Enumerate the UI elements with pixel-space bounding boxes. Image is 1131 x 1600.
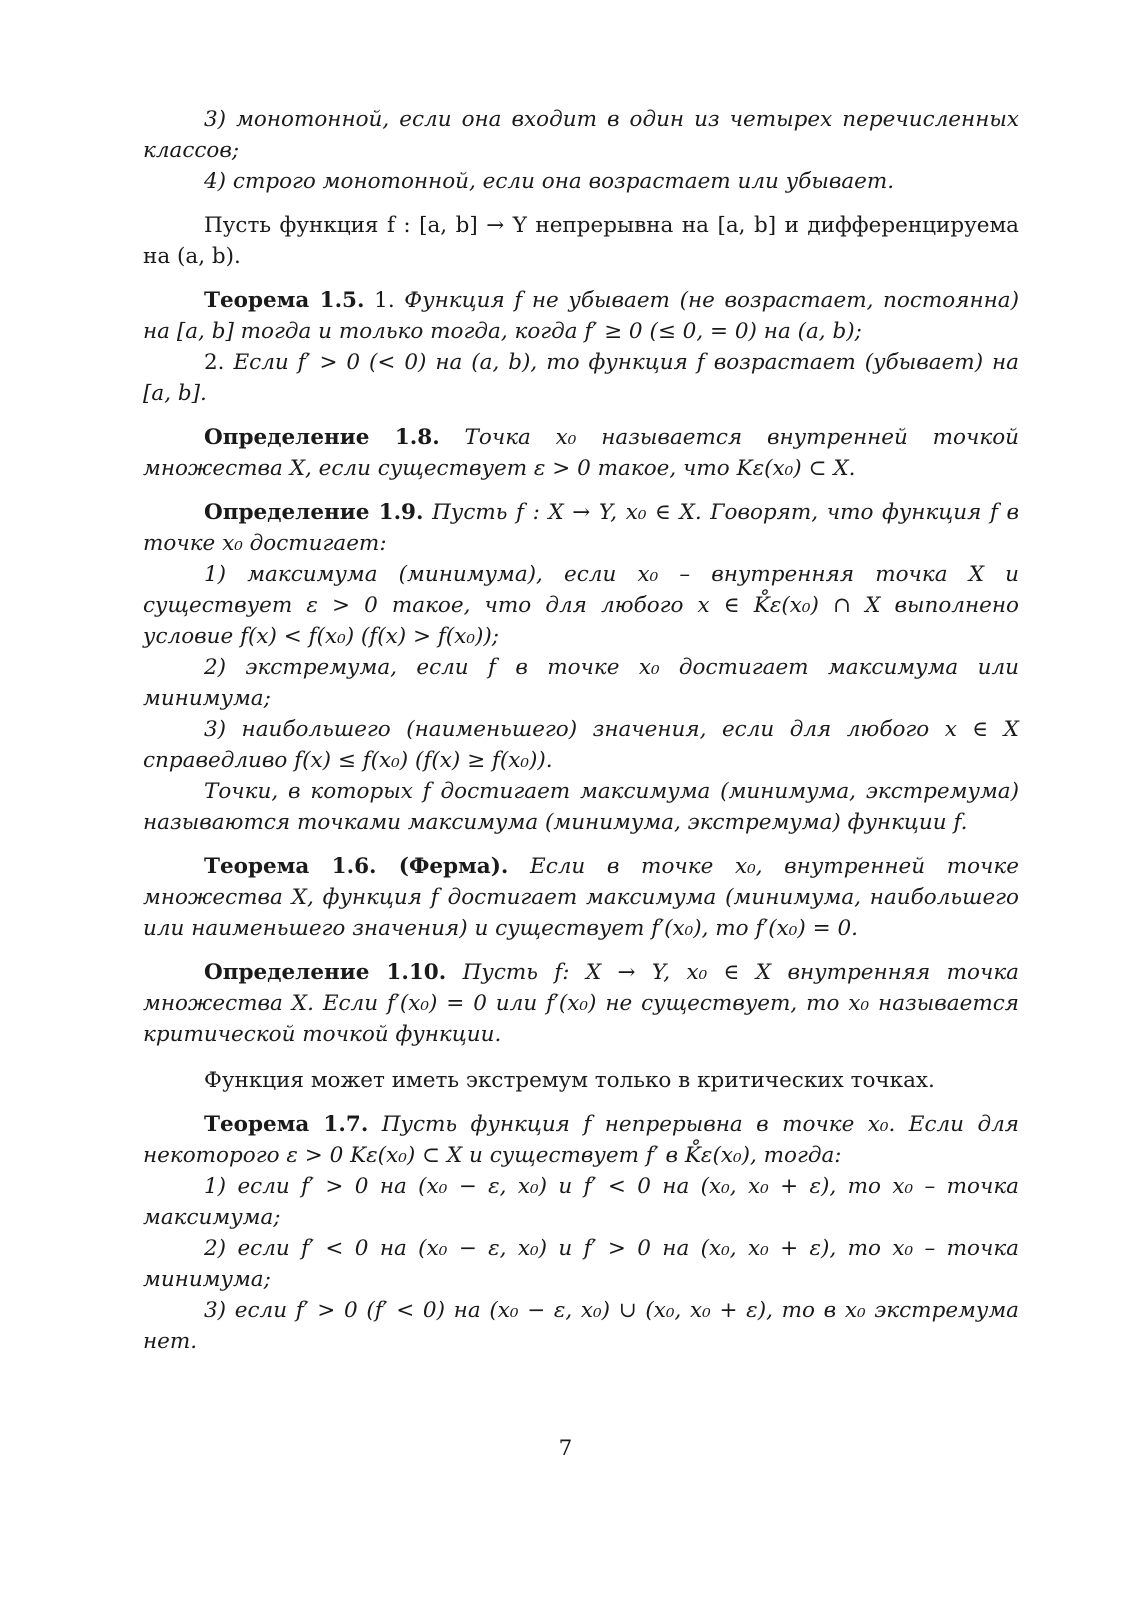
def-item-4: 4) строго монотонной, если она возрастает или убывает. — [204, 169, 895, 194]
definition-1-9-heading: Определение 1.9. — [204, 500, 424, 525]
theorem-1-5-num2: 2. — [204, 350, 225, 375]
definition-1-9-text: Пусть f : X → Y, x₀ ∈ X. Говорят, что функция f в точке x₀ достигает: — [143, 500, 1020, 556]
definition-1-9-item-1: 1) максимума (минимума), если x₀ – внутренняя точка X и существует ε > 0 такое, что для любого x ∈ K̊ε(x₀) ∩ X выполнено условие f(x) < f(x₀) (f(x) > f(x₀)); — [143, 562, 1019, 649]
theorem-1-7-text: Пусть функция f непрерывна в точке x₀. Если для некоторого ε > 0 Kε(x₀) ⊂ X и существует f′ в K̊ε(x₀), тогда: — [143, 1112, 1020, 1168]
definition-1-10-heading: Определение 1.10. — [204, 960, 447, 985]
theorem-1-7 — [143, 1109, 1019, 1357]
page-number: 7 — [558, 1436, 573, 1461]
definition-1-10 — [143, 957, 1019, 1050]
definition-1-9-item-2: 2) экстремума, если f в точке x₀ достигает максимума или минимума; — [143, 655, 1019, 711]
definition-1-8-heading: Определение 1.8. — [204, 425, 440, 450]
theorem-1-7-item-2: 2) если f′ < 0 на (x₀ − ε, x₀) и f′ > 0 на (x₀, x₀ + ε), то x₀ – точка минимума; — [143, 1236, 1019, 1292]
theorem-1-5-part2: Если f′ > 0 (< 0) на (a, b), то функция f возрастает (убывает) на [a, b]. — [143, 350, 1020, 406]
remark-paragraph: Функция может иметь экстремум только в критических точках. — [204, 1068, 935, 1093]
definition-1-10-text: Пусть f: X → Y, x₀ ∈ X внутренняя точка множества X. Если f′(x₀) = 0 или f′(x₀) не существует, то x₀ называется критической точкой функции. — [143, 960, 1019, 1047]
theorem-1-5-part1: Функция f не убывает (не возрастает, постоянна) на [a, b] тогда и только тогда, когда f′ ≥ 0 (≤ 0, = 0) на (a, b); — [143, 288, 1019, 344]
theorem-1-6-heading: Теорема 1.6. (Ферма). — [204, 854, 509, 879]
intro-paragraph: Пусть функция f : [a, b] → Y непрерывна на [a, b] и дифференцируема на (a, b). — [143, 213, 1019, 269]
theorem-1-7-item-1: 1) если f′ > 0 на (x₀ − ε, x₀) и f′ < 0 на (x₀, x₀ + ε), то x₀ – точка максимума; — [143, 1174, 1019, 1230]
theorem-1-6 — [143, 851, 1019, 944]
definition-1-8-text: Точка x₀ называется внутренней точкой множества X, если существует ε > 0 такое, что Kε(x₀) ⊂ X. — [143, 425, 1019, 481]
theorem-1-5 — [143, 285, 1019, 409]
definition-1-9-item-3: 3) наибольшего (наименьшего) значения, если для любого x ∈ X справедливо f(x) ≤ f(x₀) (f(x) ≥ f(x₀)). — [143, 717, 1019, 773]
page-body — [143, 104, 1019, 1357]
theorem-1-5-heading: Теорема 1.5. — [204, 288, 365, 313]
definition-1-9-note: Точки, в которых f достигает максимума (минимума, экстремума) называются точками максимума (минимума, экстремума) функции f. — [143, 779, 1019, 835]
theorem-1-6-text: Если в точке x₀, внутренней точке множества X, функция f достигает максимума (минимума, наибольшего или наименьшего значения) и существует f′(x₀), то f′(x₀) = 0. — [143, 854, 1019, 941]
definition-1-9 — [143, 497, 1019, 838]
theorem-1-5-num1: 1. — [374, 288, 395, 313]
theorem-1-7-item-3: 3) если f′ > 0 (f′ < 0) на (x₀ − ε, x₀) ∪ (x₀, x₀ + ε), то в x₀ экстремума нет. — [143, 1298, 1019, 1354]
theorem-1-7-heading: Теорема 1.7. — [204, 1112, 369, 1137]
def-item-3: 3) монотонной, если она входит в один из четырех перечисленных классов; — [143, 107, 1019, 163]
definition-1-8 — [143, 422, 1019, 484]
